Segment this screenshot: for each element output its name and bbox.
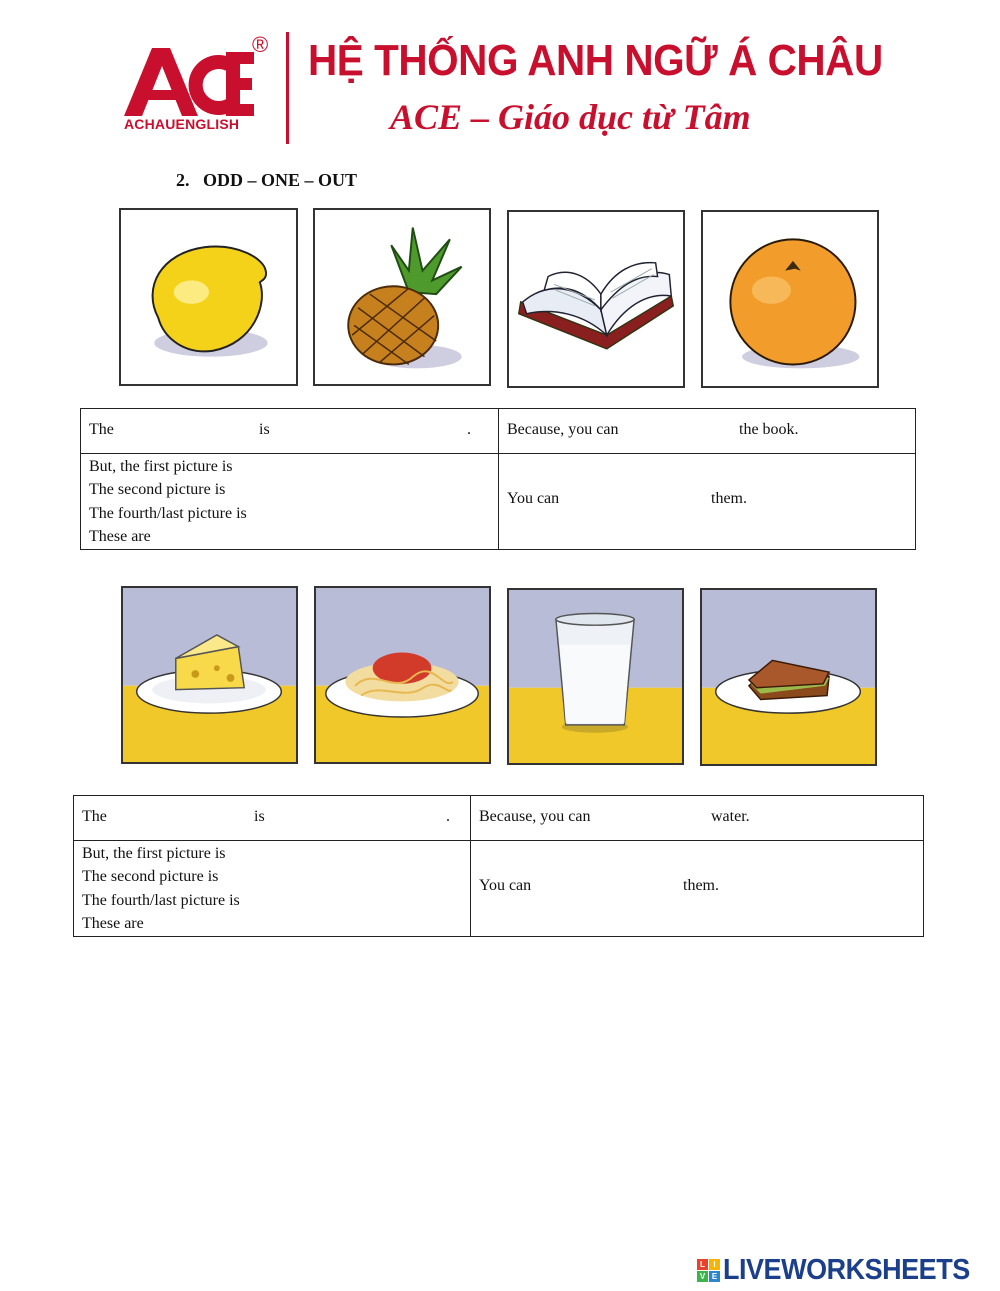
header-slogan: ACE – Giáo dục từ Tâm xyxy=(390,97,751,137)
registered-mark: ® xyxy=(252,32,269,57)
logo-letter-i: I xyxy=(709,1259,720,1270)
you-can-cell xyxy=(499,454,916,550)
reason-cell xyxy=(499,409,916,454)
table-row xyxy=(81,409,916,454)
orange-icon xyxy=(703,212,877,386)
second-picture-line: The second picture is xyxy=(82,868,219,885)
logo-letter-e: E xyxy=(709,1271,720,1282)
table-row xyxy=(74,841,924,937)
picture-lemon xyxy=(119,208,298,386)
reason-cell xyxy=(471,796,924,841)
picture-orange xyxy=(701,210,879,388)
lemon-icon xyxy=(121,210,296,384)
these-are-line: These are xyxy=(89,528,151,545)
you-can-text: You can xyxy=(507,490,560,507)
first-picture-line: But, the first picture is xyxy=(82,844,226,862)
you-can-cell xyxy=(471,841,924,937)
word-is: is xyxy=(259,421,270,438)
word-the: The xyxy=(89,421,114,438)
sandwich-icon xyxy=(702,590,875,764)
header-title: HỆ THỐNG ANH NGỮ Á CHÂU xyxy=(308,36,883,85)
liveworksheets-footer[interactable] xyxy=(697,1254,988,1287)
picture-pineapple xyxy=(313,208,491,386)
cheese-icon xyxy=(123,588,296,762)
logo-letter-l: L xyxy=(697,1259,708,1270)
logo-subtext: ACHAUENGLISH xyxy=(124,116,240,132)
logo-letter-v: V xyxy=(697,1271,708,1282)
word-period: . xyxy=(467,421,471,438)
exercise1-table xyxy=(80,408,916,550)
object-text: the book. xyxy=(739,421,799,438)
them-text: them. xyxy=(683,877,719,894)
picture-spaghetti xyxy=(314,586,491,764)
section-heading xyxy=(176,170,357,191)
these-are-line: These are xyxy=(82,915,144,932)
header-divider xyxy=(286,32,289,144)
glass-of-water-icon xyxy=(509,590,682,763)
spaghetti-icon xyxy=(316,588,489,762)
table-row xyxy=(81,454,916,550)
pineapple-icon xyxy=(315,210,489,384)
pictures-description-cell xyxy=(81,454,499,550)
word-period: . xyxy=(446,808,450,825)
fourth-picture-line: The fourth/last picture is xyxy=(89,504,247,522)
you-can-text: You can xyxy=(479,877,532,894)
picture-cheese xyxy=(121,586,298,764)
fourth-picture-line: The fourth/last picture is xyxy=(82,891,240,909)
pictures-description-cell xyxy=(74,841,471,937)
because-text: Because, you can xyxy=(479,808,591,825)
liveworksheets-logo-icon xyxy=(697,1259,720,1282)
picture-glass-of-water xyxy=(507,588,684,765)
book-icon xyxy=(509,212,683,386)
second-picture-line: The second picture is xyxy=(89,481,226,498)
because-text: Because, you can xyxy=(507,421,619,438)
exercise2-table xyxy=(73,795,924,937)
liveworksheets-brand: LIVEWORKSHEETS xyxy=(723,1254,970,1286)
section-number: 2. xyxy=(176,170,190,190)
object-text: water. xyxy=(711,808,750,825)
picture-book xyxy=(507,210,685,388)
word-the: The xyxy=(82,808,107,825)
fill-sentence-cell xyxy=(74,796,471,841)
table-row xyxy=(74,796,924,841)
first-picture-line: But, the first picture is xyxy=(89,457,233,475)
word-is: is xyxy=(254,808,265,825)
section-title: ODD – ONE – OUT xyxy=(203,170,358,190)
picture-sandwich xyxy=(700,588,877,766)
them-text: them. xyxy=(711,490,747,507)
fill-sentence-cell xyxy=(81,409,499,454)
